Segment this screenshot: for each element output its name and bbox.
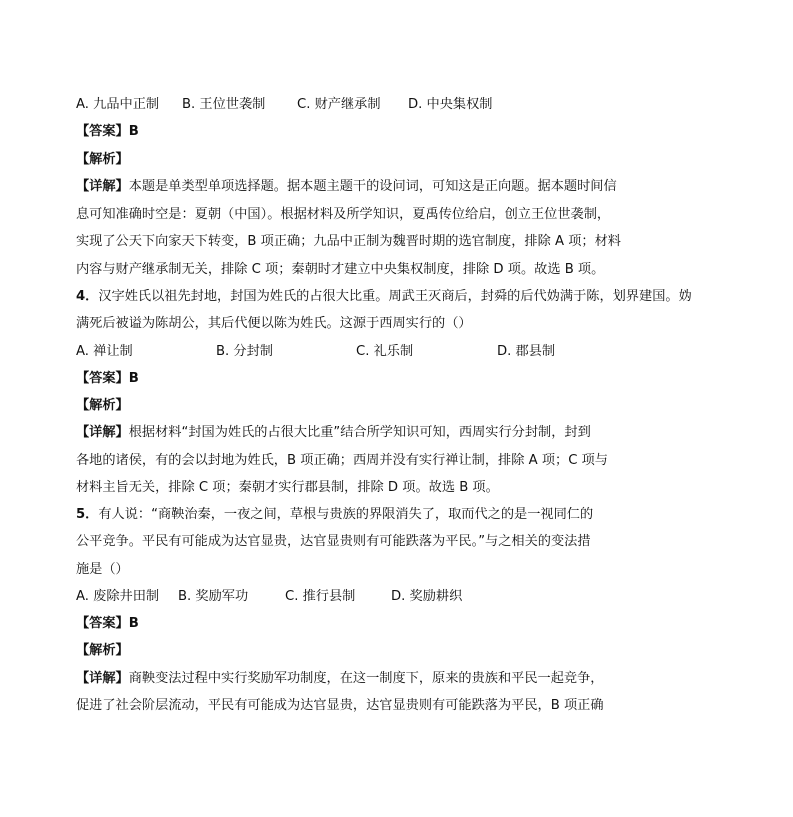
detail-label: 【详解】 — [76, 671, 129, 686]
q5-option-c: C. 推行县制 — [285, 589, 356, 604]
detail-text: 本题是单类型单项选择题。据本题主题干的设问词，可知这是正向题。据本题时间信 — [128, 179, 617, 194]
detail-label: 【详解】 — [76, 179, 129, 194]
answer-value: B — [128, 371, 139, 386]
answer-label: 【答案】 — [76, 371, 129, 386]
q4-detail-line-1 — [76, 424, 591, 442]
q5-answer — [76, 615, 139, 633]
q5-analysis-label: 【解析】 — [76, 643, 129, 658]
q4-detail-line-3: 材料主旨无关，排除 C 项；秦朝才实行郡县制，排除 D 项。故选 B 项。 — [76, 480, 499, 495]
q5-stem-line-2: 公平竞争。平民有可能成为达官显贵，达官显贵则有可能跌落为平民。”与之相关的变法措 — [76, 534, 591, 549]
detail-label: 【详解】 — [76, 425, 129, 440]
q4-detail-line-2: 各地的诸侯，有的会以封地为姓氏，B 项正确；西周并没有实行禅让制，排除 A 项；C 项与 — [76, 453, 608, 468]
q5-option-b: B. 奖励军功 — [178, 589, 249, 604]
stem-text: 有人说：“商鞅治秦，一夜之间，草根与贵族的界限消失了，取而代之的是一视同仁的 — [98, 507, 594, 522]
q4-analysis-label: 【解析】 — [76, 398, 129, 413]
q4-stem-line-2: 满死后被谥为陈胡公，其后代便以陈为姓氏。这源于西周实行的（） — [76, 316, 472, 331]
question-number: 4． — [76, 289, 99, 304]
q3-option-b: B. 王位世袭制 — [182, 97, 266, 112]
q5-detail-line-1 — [76, 670, 604, 688]
q3-option-d: D. 中央集权制 — [408, 97, 493, 112]
q3-option-a: A. 九品中正制 — [76, 97, 160, 112]
answer-value: B — [128, 616, 139, 631]
answer-value: B — [128, 124, 139, 139]
q5-stem-line-1 — [76, 506, 593, 524]
q3-detail-line-1 — [76, 178, 617, 196]
q4-option-a: A. 禅让制 — [76, 344, 133, 359]
q3-answer — [76, 123, 139, 141]
q5-detail-line-2: 促进了社会阶层流动，平民有可能成为达官显贵，达官显贵则有可能跌落为平民，B 项正确 — [76, 698, 604, 713]
q5-option-d: D. 奖励耕织 — [391, 589, 463, 604]
q3-option-c: C. 财产继承制 — [297, 97, 381, 112]
answer-label: 【答案】 — [76, 124, 129, 139]
q3-analysis-label: 【解析】 — [76, 152, 129, 167]
q4-answer — [76, 370, 139, 388]
question-number: 5． — [76, 507, 99, 522]
q3-detail-line-3: 实现了公天下向家天下转变，B 项正确；九品中正制为魏晋时期的选官制度，排除 A 项；材料 — [76, 234, 621, 249]
stem-text: 汉字姓氏以祖先封地，封国为姓氏的占很大比重。周武王灭商后，封舜的后代妫满于陈，划界建国。妫 — [98, 289, 692, 304]
q4-option-c: C. 礼乐制 — [356, 344, 414, 359]
q4-option-b: B. 分封制 — [216, 344, 273, 359]
q3-detail-line-2: 息可知准确时空是：夏朝（中国）。根据材料及所学知识，夏禹传位给启，创立王位世袭制， — [76, 207, 611, 222]
q4-stem-line-1 — [76, 288, 692, 306]
detail-text: 根据材料“封国为姓氏的占很大比重”结合所学知识可知，西周实行分封制，封到 — [128, 425, 591, 440]
q5-stem-line-3: 施是（） — [76, 562, 129, 577]
detail-text: 商鞅变法过程中实行奖励军功制度，在这一制度下，原来的贵族和平民一起竞争， — [128, 671, 604, 686]
q4-option-d: D. 郡县制 — [497, 344, 556, 359]
q3-detail-line-4: 内容与财产继承制无关，排除 C 项；秦朝时才建立中央集权制度，排除 D 项。故选 B 项。 — [76, 262, 605, 277]
q5-option-a: A. 废除井田制 — [76, 589, 160, 604]
answer-label: 【答案】 — [76, 616, 129, 631]
